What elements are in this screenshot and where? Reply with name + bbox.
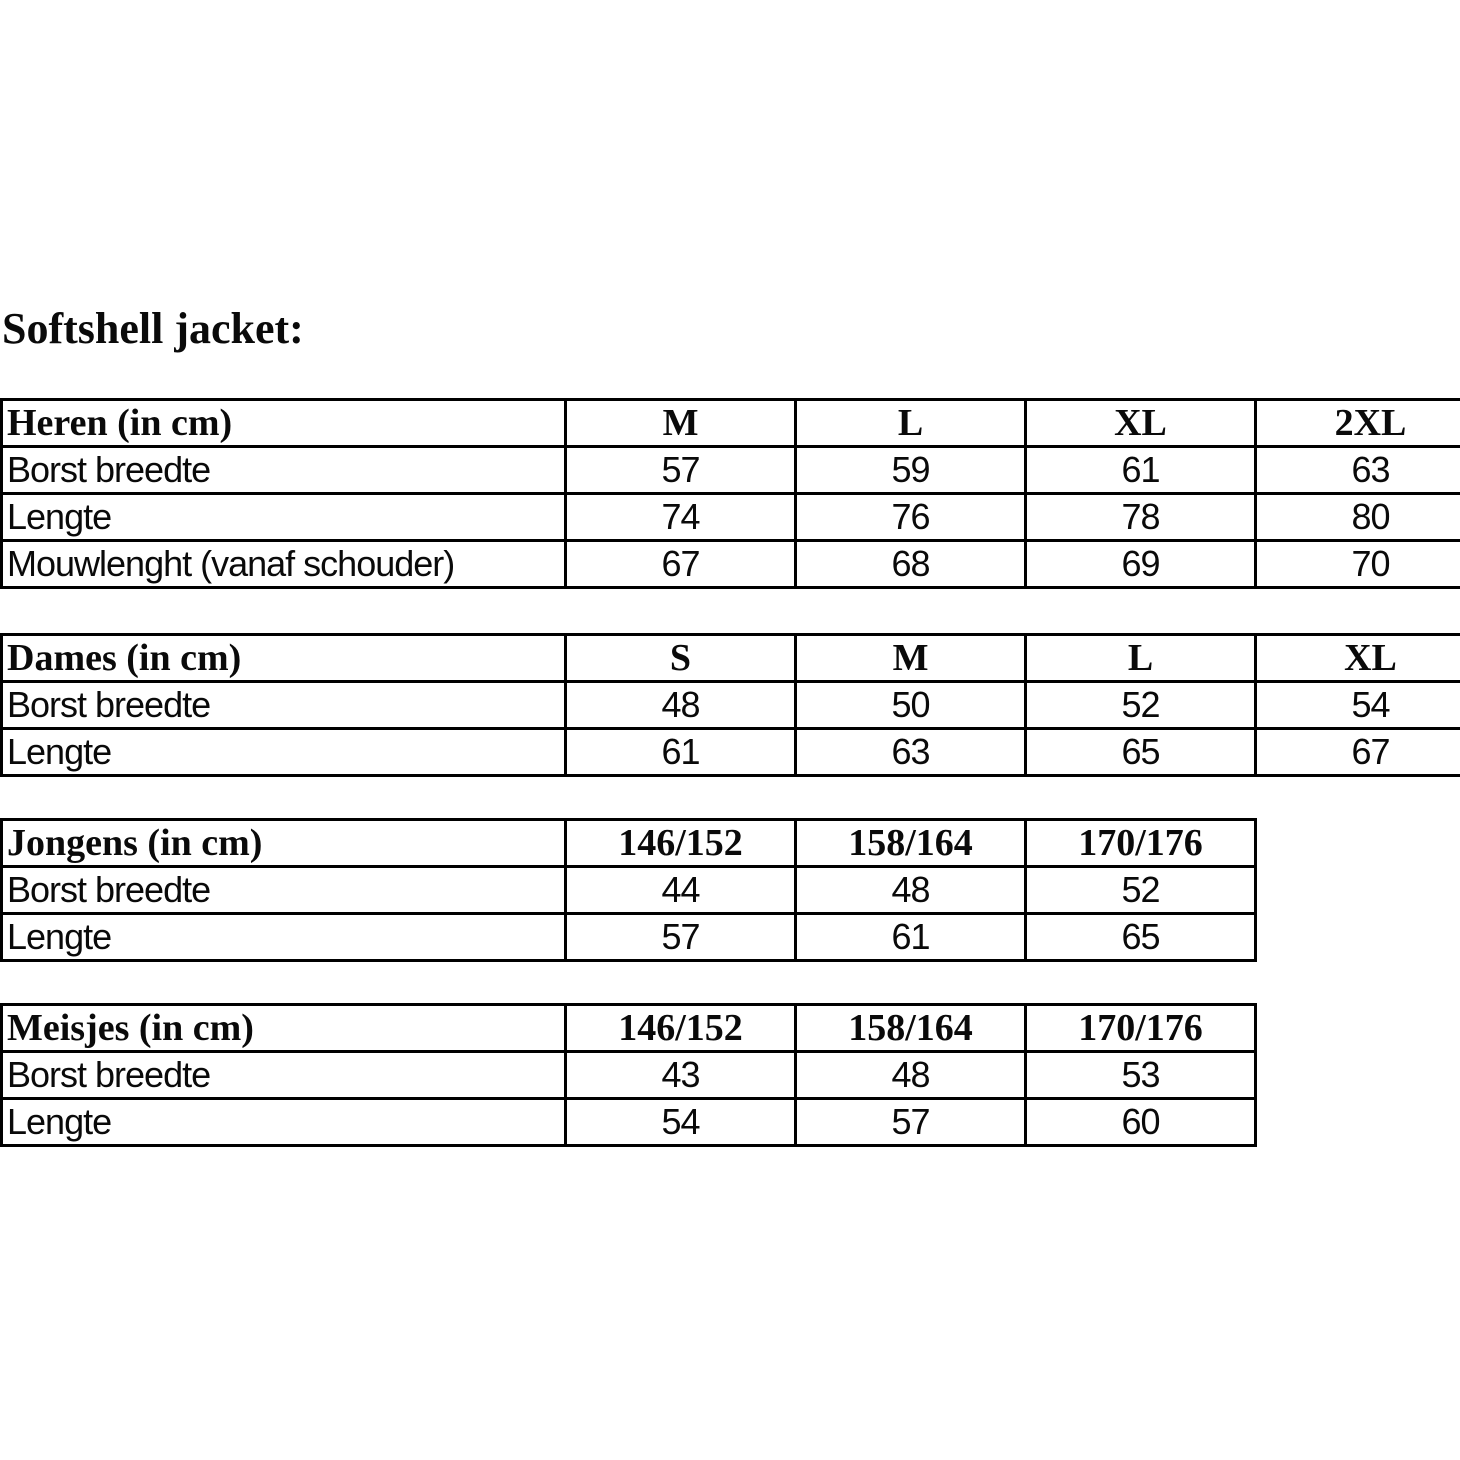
table-row [2,867,1256,914]
table-row [2,729,1460,776]
dames-column-header-l: L [1026,635,1256,682]
page-title: Softshell jacket: [2,304,304,353]
value-cell: 78 [1026,494,1256,541]
value-cell: 43 [566,1052,796,1099]
meisjes-column-header-146-152: 146/152 [566,1005,796,1052]
value-cell: 57 [566,914,796,961]
row-label: Borst breedte [2,447,566,494]
value-cell: 57 [566,447,796,494]
table-row [2,1099,1256,1146]
value-cell: 53 [1026,1052,1256,1099]
value-cell: 65 [1026,729,1256,776]
heren-header-row [2,400,1460,447]
row-label: Lengte [2,1099,566,1146]
value-cell: 69 [1026,541,1256,588]
meisjes-size-table [0,1003,1257,1147]
dames-column-header-s: S [566,635,796,682]
value-cell: 74 [566,494,796,541]
value-cell: 63 [796,729,1026,776]
row-label: Lengte [2,729,566,776]
jongens-group-header: Jongens (in cm) [2,820,566,867]
value-cell: 54 [1256,682,1460,729]
row-label: Borst breedte [2,682,566,729]
table-row [2,447,1460,494]
jongens-column-header-158-164: 158/164 [796,820,1026,867]
value-cell: 59 [796,447,1026,494]
value-cell: 68 [796,541,1026,588]
heren-size-table [0,398,1460,589]
table-row [2,541,1460,588]
value-cell: 52 [1026,867,1256,914]
value-cell: 50 [796,682,1026,729]
dames-column-header-xl: XL [1256,635,1460,682]
heren-column-header-m: M [566,400,796,447]
heren-column-header-l: L [796,400,1026,447]
dames-size-table [0,633,1460,777]
value-cell: 67 [1256,729,1460,776]
value-cell: 61 [796,914,1026,961]
row-label: Borst breedte [2,867,566,914]
value-cell: 48 [796,867,1026,914]
jongens-size-table [0,818,1257,962]
row-label: Lengte [2,494,566,541]
value-cell: 63 [1256,447,1460,494]
value-cell: 57 [796,1099,1026,1146]
heren-column-header-xl: XL [1026,400,1256,447]
meisjes-column-header-170-176: 170/176 [1026,1005,1256,1052]
meisjes-group-header: Meisjes (in cm) [2,1005,566,1052]
value-cell: 65 [1026,914,1256,961]
row-label: Borst breedte [2,1052,566,1099]
dames-group-header: Dames (in cm) [2,635,566,682]
jongens-column-header-170-176: 170/176 [1026,820,1256,867]
jongens-header-row [2,820,1256,867]
table-row [2,494,1460,541]
value-cell: 44 [566,867,796,914]
dames-column-header-m: M [796,635,1026,682]
value-cell: 76 [796,494,1026,541]
value-cell: 61 [566,729,796,776]
table-row [2,682,1460,729]
heren-column-header-2xl: 2XL [1256,400,1460,447]
value-cell: 48 [566,682,796,729]
value-cell: 60 [1026,1099,1256,1146]
value-cell: 67 [566,541,796,588]
meisjes-column-header-158-164: 158/164 [796,1005,1026,1052]
value-cell: 54 [566,1099,796,1146]
jongens-column-header-146-152: 146/152 [566,820,796,867]
table-row [2,914,1256,961]
dames-header-row [2,635,1460,682]
value-cell: 48 [796,1052,1026,1099]
value-cell: 52 [1026,682,1256,729]
value-cell: 70 [1256,541,1460,588]
row-label: Lengte [2,914,566,961]
value-cell: 61 [1026,447,1256,494]
row-label: Mouwlenght (vanaf schouder) [2,541,566,588]
value-cell: 80 [1256,494,1460,541]
heren-group-header: Heren (in cm) [2,400,566,447]
meisjes-header-row [2,1005,1256,1052]
table-row [2,1052,1256,1099]
